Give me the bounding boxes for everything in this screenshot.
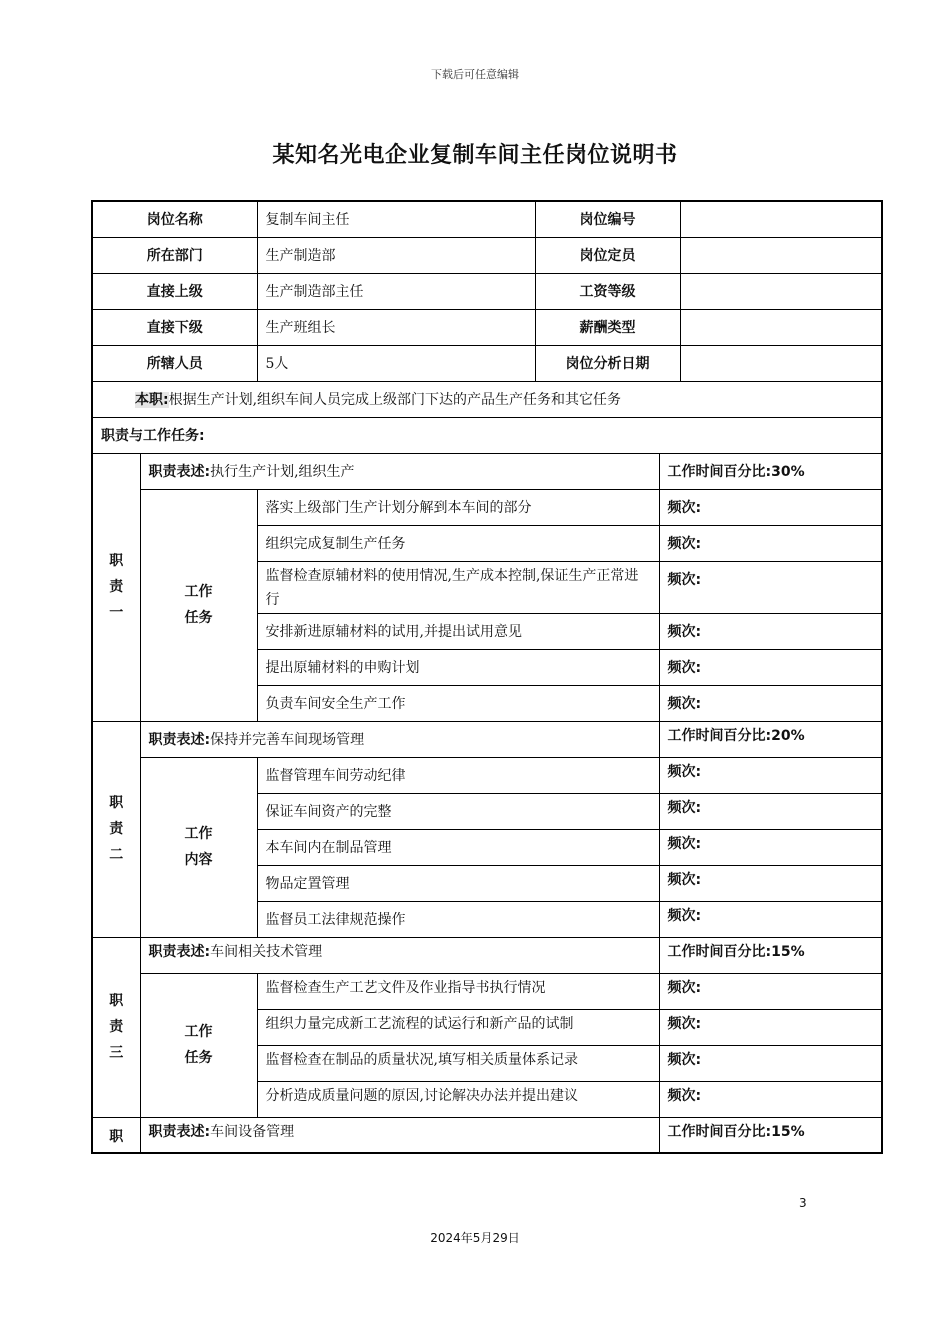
summary-label: 本职: xyxy=(135,392,169,408)
task-text: 组织完成复制生产任务 xyxy=(257,525,659,561)
info-label: 直接下级 xyxy=(92,309,257,345)
duty-label: 职 责 三 xyxy=(92,937,140,1117)
info-label: 直接上级 xyxy=(92,273,257,309)
info-label: 所辖人员 xyxy=(92,345,257,381)
info-label: 薪酬类型 xyxy=(535,309,680,345)
desc-label: 职责表述: xyxy=(148,463,211,480)
task-text: 监督检查生产工艺文件及作业指导书执行情况 xyxy=(257,973,659,1009)
freq-label: 频次: xyxy=(659,793,882,829)
task-row xyxy=(92,489,882,525)
info-value xyxy=(680,309,882,345)
info-row xyxy=(92,201,882,237)
work-label: 工作 任务 xyxy=(140,489,257,721)
freq-label: 频次: xyxy=(659,973,882,1009)
task-text: 监督检查在制品的质量状况,填写相关质量体系记录 xyxy=(257,1045,659,1081)
duties-header: 职责与工作任务: xyxy=(92,417,882,453)
task-text: 物品定置管理 xyxy=(257,865,659,901)
info-row xyxy=(92,273,882,309)
task-row xyxy=(92,757,882,793)
info-value: 生产班组长 xyxy=(257,309,535,345)
duty-desc: 车间相关技术管理 xyxy=(210,943,323,960)
freq-label: 频次: xyxy=(659,525,882,561)
freq-label: 频次: xyxy=(659,901,882,937)
duty-desc: 执行生产计划,组织生产 xyxy=(210,463,355,480)
header-note: 下载后可任意编辑 xyxy=(431,68,519,81)
task-text: 监督管理车间劳动纪律 xyxy=(257,757,659,793)
freq-label: 频次: xyxy=(659,561,882,613)
info-value: 5人 xyxy=(257,345,535,381)
info-label: 岗位名称 xyxy=(92,201,257,237)
document-title: 某知名光电企业复制车间主任岗位说明书 xyxy=(272,143,678,168)
work-label: 工作 内容 xyxy=(140,757,257,937)
desc-label: 职责表述: xyxy=(148,1123,211,1140)
info-value: 复制车间主任 xyxy=(257,201,535,237)
info-label: 岗位分析日期 xyxy=(535,345,680,381)
info-label: 岗位定员 xyxy=(535,237,680,273)
duty-desc: 车间设备管理 xyxy=(210,1123,295,1140)
info-value xyxy=(680,345,882,381)
task-row xyxy=(92,973,882,1009)
task-text: 分析造成质量问题的原因,讨论解决办法并提出建议 xyxy=(257,1081,659,1117)
summary-text: 根据生产计划,组织车间人员完成上级部门下达的产品生产任务和其它任务 xyxy=(168,392,622,408)
freq-label: 频次: xyxy=(659,829,882,865)
duty-pct: 工作时间百分比:30% xyxy=(659,453,882,489)
info-value: 生产制造部主任 xyxy=(257,273,535,309)
task-text: 负责车间安全生产工作 xyxy=(257,685,659,721)
task-text: 监督检查原辅材料的使用情况,生产成本控制,保证生产正常进行 xyxy=(257,561,659,613)
freq-label: 频次: xyxy=(659,1045,882,1081)
footer-date: 2024年5月29日 xyxy=(430,1231,520,1245)
info-row xyxy=(92,237,882,273)
info-value xyxy=(680,273,882,309)
duty-desc-row xyxy=(92,1117,882,1153)
desc-label: 职责表述: xyxy=(148,943,211,960)
info-row xyxy=(92,345,882,381)
freq-label: 频次: xyxy=(659,1009,882,1045)
freq-label: 频次: xyxy=(659,489,882,525)
freq-label: 频次: xyxy=(659,613,882,649)
summary-row xyxy=(92,381,882,417)
freq-label: 频次: xyxy=(659,685,882,721)
task-text: 本车间内在制品管理 xyxy=(257,829,659,865)
info-value xyxy=(680,237,882,273)
info-value: 生产制造部 xyxy=(257,237,535,273)
freq-label: 频次: xyxy=(659,1081,882,1117)
task-text: 保证车间资产的完整 xyxy=(257,793,659,829)
page-number: 3 xyxy=(799,1196,807,1210)
info-label: 岗位编号 xyxy=(535,201,680,237)
task-text: 落实上级部门生产计划分解到本车间的部分 xyxy=(257,489,659,525)
info-label: 工资等级 xyxy=(535,273,680,309)
duty-desc: 保持并完善车间现场管理 xyxy=(210,731,365,748)
task-text: 组织力量完成新工艺流程的试运行和新产品的试制 xyxy=(257,1009,659,1045)
duty-label: 职 xyxy=(92,1117,140,1153)
task-text: 监督员工法律规范操作 xyxy=(257,901,659,937)
duty-desc-row xyxy=(92,937,882,973)
job-description-table xyxy=(91,200,883,1154)
freq-label: 频次: xyxy=(659,649,882,685)
duty-label: 职 责 二 xyxy=(92,721,140,937)
freq-label: 频次: xyxy=(659,865,882,901)
duty-pct: 工作时间百分比:15% xyxy=(659,1117,882,1153)
info-value xyxy=(680,201,882,237)
task-text: 安排新进原辅材料的试用,并提出试用意见 xyxy=(257,613,659,649)
info-label: 所在部门 xyxy=(92,237,257,273)
duty-desc-row xyxy=(92,453,882,489)
duty-pct: 工作时间百分比:15% xyxy=(659,937,882,973)
duty-desc-row xyxy=(92,721,882,757)
info-row xyxy=(92,309,882,345)
desc-label: 职责表述: xyxy=(148,731,211,748)
duties-header-row xyxy=(92,417,882,453)
task-text: 提出原辅材料的申购计划 xyxy=(257,649,659,685)
work-label: 工作 任务 xyxy=(140,973,257,1117)
freq-label: 频次: xyxy=(659,757,882,793)
duty-label: 职 责 一 xyxy=(92,453,140,721)
duty-pct: 工作时间百分比:20% xyxy=(659,721,882,757)
